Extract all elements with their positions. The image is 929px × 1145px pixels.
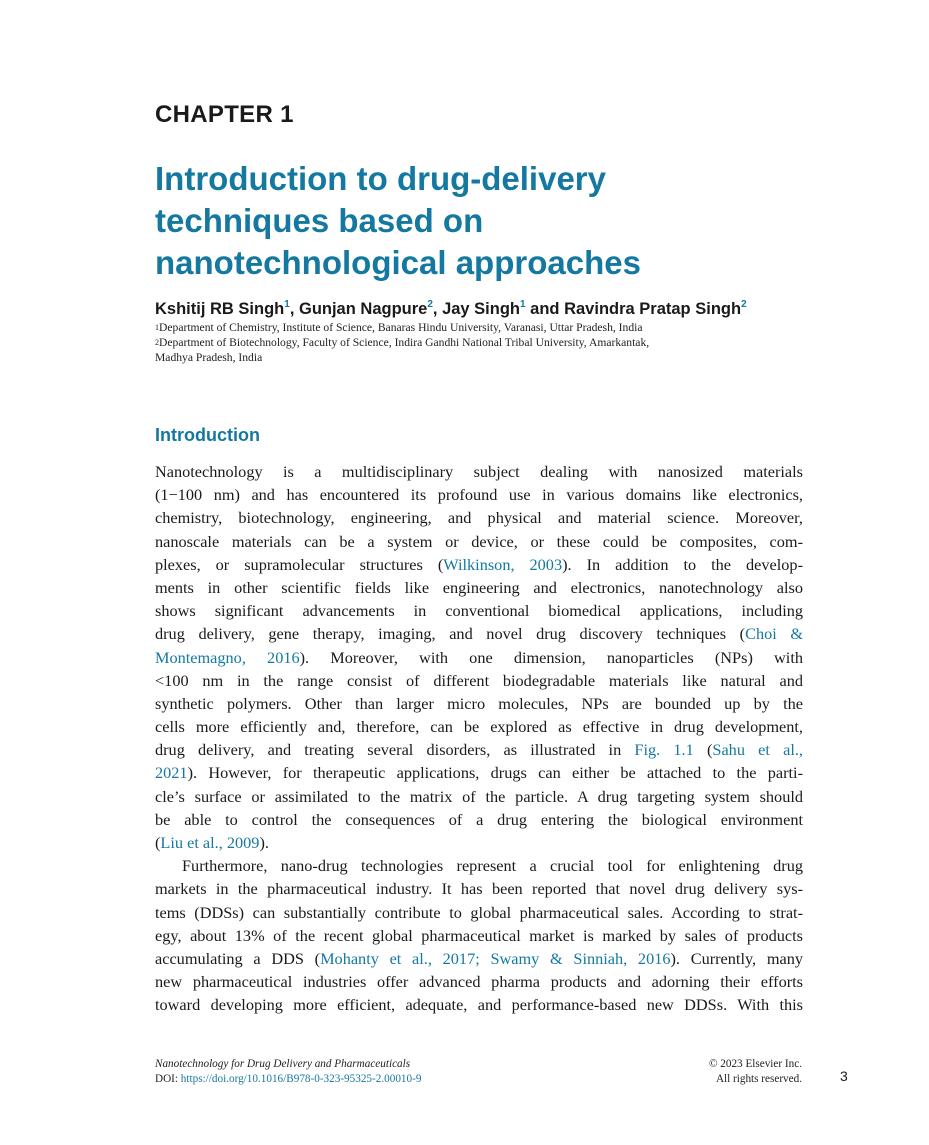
chapter-title-line: Introduction to drug-delivery — [155, 160, 606, 197]
body-text-run: accumulating a DDS ( — [155, 948, 321, 968]
body-text-run: plexes, or supramolecular structures ( — [155, 554, 444, 574]
body-text-run: toward developing more efficient, adequate, and performance-based new DDSs. With this — [155, 995, 803, 1015]
doi-line — [155, 1072, 421, 1087]
body-text-run: ). However, for therapeutic applications, drugs can either be attached to the parti- — [187, 763, 803, 783]
body-line — [155, 506, 803, 529]
body-text-run: <100 nm in the range consist of different biodegradable materials like natural and — [155, 670, 803, 690]
author-name: Kshitij RB Singh — [155, 300, 285, 318]
affiliations — [155, 320, 775, 365]
author-separator: , — [289, 300, 299, 318]
body-text-run: ). — [259, 833, 269, 852]
body-line — [155, 877, 803, 900]
body-text-run: ( — [155, 833, 161, 852]
body-line — [155, 947, 803, 970]
copyright: © 2023 Elsevier Inc. — [708, 1058, 802, 1070]
author-separator: and — [525, 300, 565, 318]
body-text-run: nanoscale materials can be a system or device, or these could be composites, com- — [155, 531, 803, 551]
citation-link[interactable]: Sahu et al., — [712, 740, 803, 760]
author-name: Jay Singh — [442, 300, 521, 318]
section-heading: Introduction — [155, 425, 260, 445]
body-text-run: egy, about 13% of the recent global pharmaceutical market is marked by sales of products — [155, 925, 803, 945]
body-text-run: ments in other scientific fields like engineering and electronics, nanotechnology also — [155, 577, 803, 597]
body-text-run: synthetic polymers. Other than larger micro molecules, NPs are bounded up by the — [155, 693, 803, 713]
body-text-run: ). Moreover, with one dimension, nanoparticles (NPs) with — [299, 647, 803, 667]
body-line — [155, 669, 803, 692]
body-line — [155, 553, 803, 576]
citation-link[interactable]: Wilkinson, 2003 — [443, 554, 563, 574]
footer-right — [709, 1057, 802, 1086]
body-text — [155, 460, 803, 1017]
author-name: Ravindra Pratap Singh — [564, 300, 742, 318]
affiliation-marker: 1 — [520, 299, 526, 310]
body-line — [155, 854, 803, 877]
body-line — [155, 646, 803, 669]
body-text-run: be able to control the consequences of a drug entering the biological environment — [155, 809, 803, 829]
citation-link[interactable]: Choi & — [745, 624, 804, 644]
citation-link[interactable]: Liu et al., 2009 — [160, 833, 260, 852]
body-line — [155, 970, 803, 993]
body-line — [155, 692, 803, 715]
author-list — [155, 300, 747, 319]
body-text-run: ). In addition to the develop- — [562, 554, 803, 574]
doi-link[interactable]: https://doi.org/10.1016/B978-0-323-95325-2.00010-9 — [180, 1072, 422, 1085]
chapter-title-line: techniques based on — [155, 202, 484, 239]
body-line — [155, 483, 803, 506]
body-text-run: Furthermore, nano-drug technologies represent a crucial tool for enlightening drug — [182, 856, 803, 876]
body-text-run: drug delivery, gene therapy, imaging, and novel drug discovery techniques ( — [155, 624, 746, 644]
chapter-title — [155, 158, 775, 284]
body-line — [155, 831, 803, 854]
body-line — [155, 599, 803, 622]
body-text-run: shows significant advancements in conventional biomedical applications, including — [155, 601, 803, 621]
body-line — [155, 622, 803, 645]
page-number: 3 — [840, 1068, 848, 1084]
body-line — [155, 715, 803, 738]
chapter-title-line: nanotechnological approaches — [155, 244, 641, 281]
body-text-run: cle’s surface or assimilated to the matrix of the particle. A drug targeting system should — [155, 786, 803, 806]
body-text-run: ). Currently, many — [670, 948, 804, 968]
citation-link[interactable]: 2021 — [155, 763, 188, 783]
body-line — [155, 901, 803, 924]
affiliation-text: Department of Chemistry, Institute of Science, Banaras Hindu University, Varanasi, Uttar Pradesh, India — [159, 321, 643, 334]
affiliation-line — [155, 335, 775, 350]
citation-link[interactable]: Fig. 1.1 — [634, 740, 694, 760]
affiliation-number: 2 — [155, 338, 159, 347]
citation-link[interactable]: Montemagno, 2016 — [155, 647, 300, 667]
body-text-run: cells more efficiently and, therefore, can be explored as effective in drug development, — [155, 717, 803, 737]
body-text-run: markets in the pharmaceutical industry. It has been reported that novel drug delivery sys- — [155, 879, 803, 899]
body-line — [155, 808, 803, 831]
body-text-run: Nanotechnology is a multidisciplinary subject dealing with nanosized materials — [155, 462, 803, 481]
affiliation-text: Madhya Pradesh, India — [155, 351, 263, 364]
body-text-run: drug delivery, and treating several disorders, as illustrated in — [155, 740, 635, 760]
author-name: Gunjan Nagpure — [298, 300, 428, 318]
affiliation-marker: 2 — [741, 299, 747, 310]
affiliation-line — [155, 320, 775, 335]
author-separator: , — [432, 300, 443, 318]
affiliation-line — [155, 350, 775, 365]
doi-label: DOI: — [155, 1072, 181, 1085]
affiliation-marker: 2 — [427, 299, 433, 310]
body-text-run: chemistry, biotechnology, engineering, and physical and material science. Moreover, — [155, 508, 803, 528]
body-line — [155, 460, 803, 483]
affiliation-marker: 1 — [284, 299, 290, 310]
body-text-run: ( — [693, 740, 713, 760]
affiliation-number: 1 — [155, 323, 159, 332]
body-line — [155, 785, 803, 808]
body-line — [155, 530, 803, 553]
rights-reserved: All rights reserved. — [715, 1072, 802, 1085]
affiliation-text: Department of Biotechnology, Faculty of Science, Indira Gandhi National Tribal University, Amarkantak, — [159, 336, 650, 349]
body-line — [155, 738, 803, 761]
body-text-run: new pharmaceutical industries offer advanced pharma products and adorning their efforts — [155, 972, 803, 992]
body-line — [155, 576, 803, 599]
citation-link[interactable]: Mohanty et al., 2017; Swamy & Sinniah, 2016 — [320, 948, 671, 968]
chapter-label: CHAPTER 1 — [155, 101, 294, 128]
body-text-run: tems (DDSs) can substantially contribute to global pharmaceutical sales. According to strat- — [155, 902, 803, 922]
body-text-run: (1−100 nm) and has encountered its profound use in various domains like electronics, — [155, 485, 803, 505]
book-title: Nanotechnology for Drug Delivery and Pharmaceuticals — [155, 1058, 411, 1070]
body-line — [155, 993, 803, 1016]
footer-left — [155, 1057, 421, 1086]
body-line — [155, 924, 803, 947]
body-line — [155, 761, 803, 784]
